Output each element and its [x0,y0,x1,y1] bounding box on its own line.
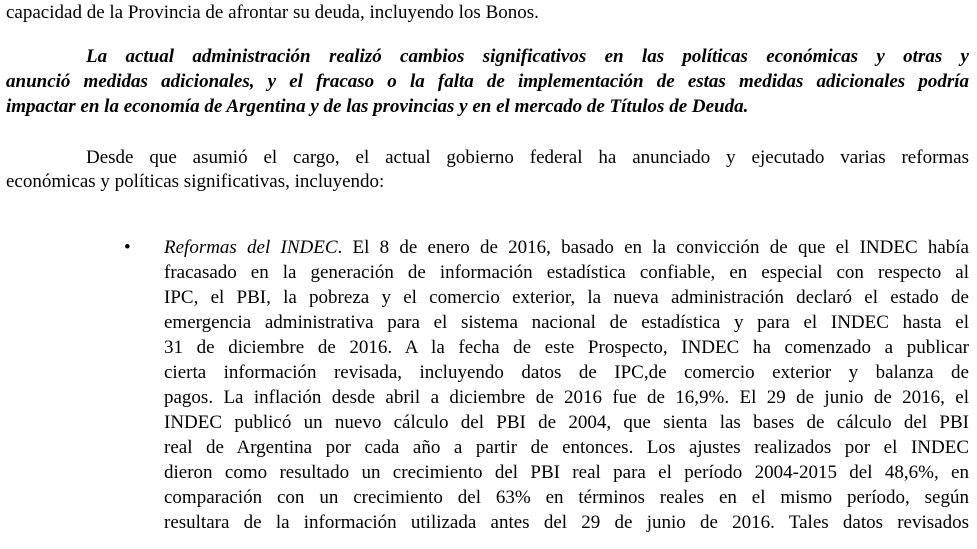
bullet-line: fracasado en la generación de información estadística confiable, en especial con respecto al [164,262,969,283]
bullet-line: dieron como resultado un crecimiento del PBI real para el período 2004-2015 del 48,6%, en [164,462,969,483]
paragraph-line: Desde que asumió el cargo, el actual gobierno federal ha anunciado y ejecutado varias reformas [86,147,969,168]
bullet-marker: • [124,237,131,258]
bullet-line: emergencia administrativa para el sistema nacional de estadística y para el INDEC hasta el [164,312,969,333]
bullet-line: comparación con un crecimiento del 63% en términos reales en el mismo período, según [164,487,969,508]
paragraph-line: capacidad de la Provincia de afrontar su deuda, incluyendo los Bonos. [6,2,539,23]
risk-heading-line: impactar en la economía de Argentina y de las provincias y en el mercado de Títulos de Deuda. [6,96,749,117]
bullet-line: cierta información revisada, incluyendo datos de IPC,de comercio exterior y balanza de [164,362,969,383]
bullet-line [164,236,969,260]
bullet-line: 31 de diciembre de 2016. A la fecha de este Prospecto, INDEC ha comenzado a publicar [164,337,969,358]
risk-heading-line: anunció medidas adicionales, y el fracaso o la falta de implementación de estas medidas adicionales podría [6,71,969,92]
bullet-line: IPC, el PBI, la pobreza y el comercio exterior, la nueva administración declaró el estado de [164,287,969,308]
bullet-line: pagos. La inflación desde abril a diciembre de 2016 fue de 16,9%. El 29 de junio de 2016, el [164,387,969,408]
risk-heading-line: La actual administración realizó cambios significativos en las políticas económicas y otras y [86,46,969,67]
bullet-line: real de Argentina por cada año a partir de entonces. Los ajustes realizados por el INDEC [164,437,969,458]
bullet-title: Reformas del INDEC [164,237,338,258]
bullet-text: . El 8 de enero de 2016, basado en la convicción de que el INDEC había [337,237,969,258]
bullet-line: INDEC publicó un nuevo cálculo del PBI de 2004, que sienta las bases de cálculo del PBI [164,412,969,433]
paragraph-line: económicas y políticas significativas, incluyendo: [6,171,385,192]
bullet-line: resultara de la información utilizada antes del 29 de junio de 2016. Tales datos revisados [164,512,969,533]
